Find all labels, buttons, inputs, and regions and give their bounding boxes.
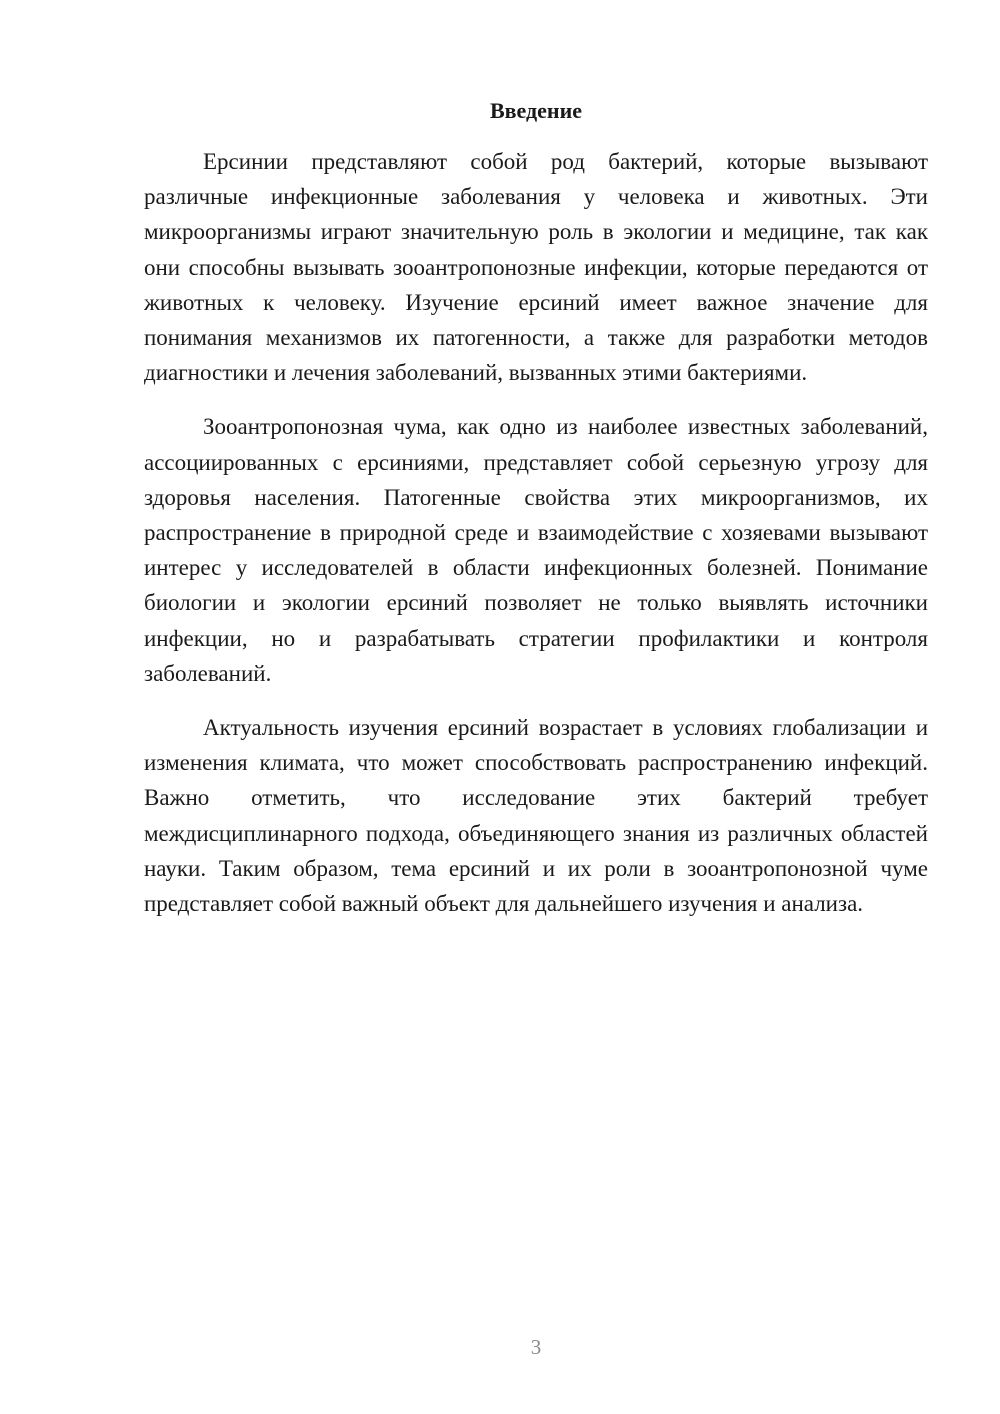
section-heading: Введение (489, 98, 583, 123)
paragraph-2: Зооантропонозная чума, как одно из наиболее известных заболеваний, ассоциированных с ерсиниями, представляет собой серьезную угрозу для здоровья населения. Патогенные свойства этих микроорганизмов, их распространение в природной среде и взаимодействие с хозяевами вызывают интерес у исследователей в области инфекционных болезней. Понимание биологии и экологии ерсиний позволяет не только выявлять источники инфекции, но и разрабатывать стратегии профилактики и контроля заболеваний. (144, 414, 928, 686)
page-number: 3 (530, 1335, 542, 1359)
paragraph-1: Ерсинии представляют собой род бактерий, которые вызывают различные инфекционные заболевания у человека и животных. Эти микроорганизмы играют значительную роль в экологии и медицине, так как они способны вызывать зооантропонозные инфекции, которые передаются от животных к человеку. Изучение ерсиний имеет важное значение для понимания механизмов их патогенности, а также для разработки методов диагностики и лечения заболеваний, вызванных этими бактериями. (144, 149, 928, 386)
body-text (144, 144, 928, 921)
paragraph-3: Актуальность изучения ерсиний возрастает в условиях глобализации и изменения климата, что может способствовать распространению инфекций. Важно отметить, что исследование этих бактерий требует междисциплинарного подхода, объединяющего знания из различных областей науки. Таким образом, тема ерсиний и их роли в зооантропонозной чуме представляет собой важный объект для дальнейшего изучения и анализа. (144, 715, 928, 917)
